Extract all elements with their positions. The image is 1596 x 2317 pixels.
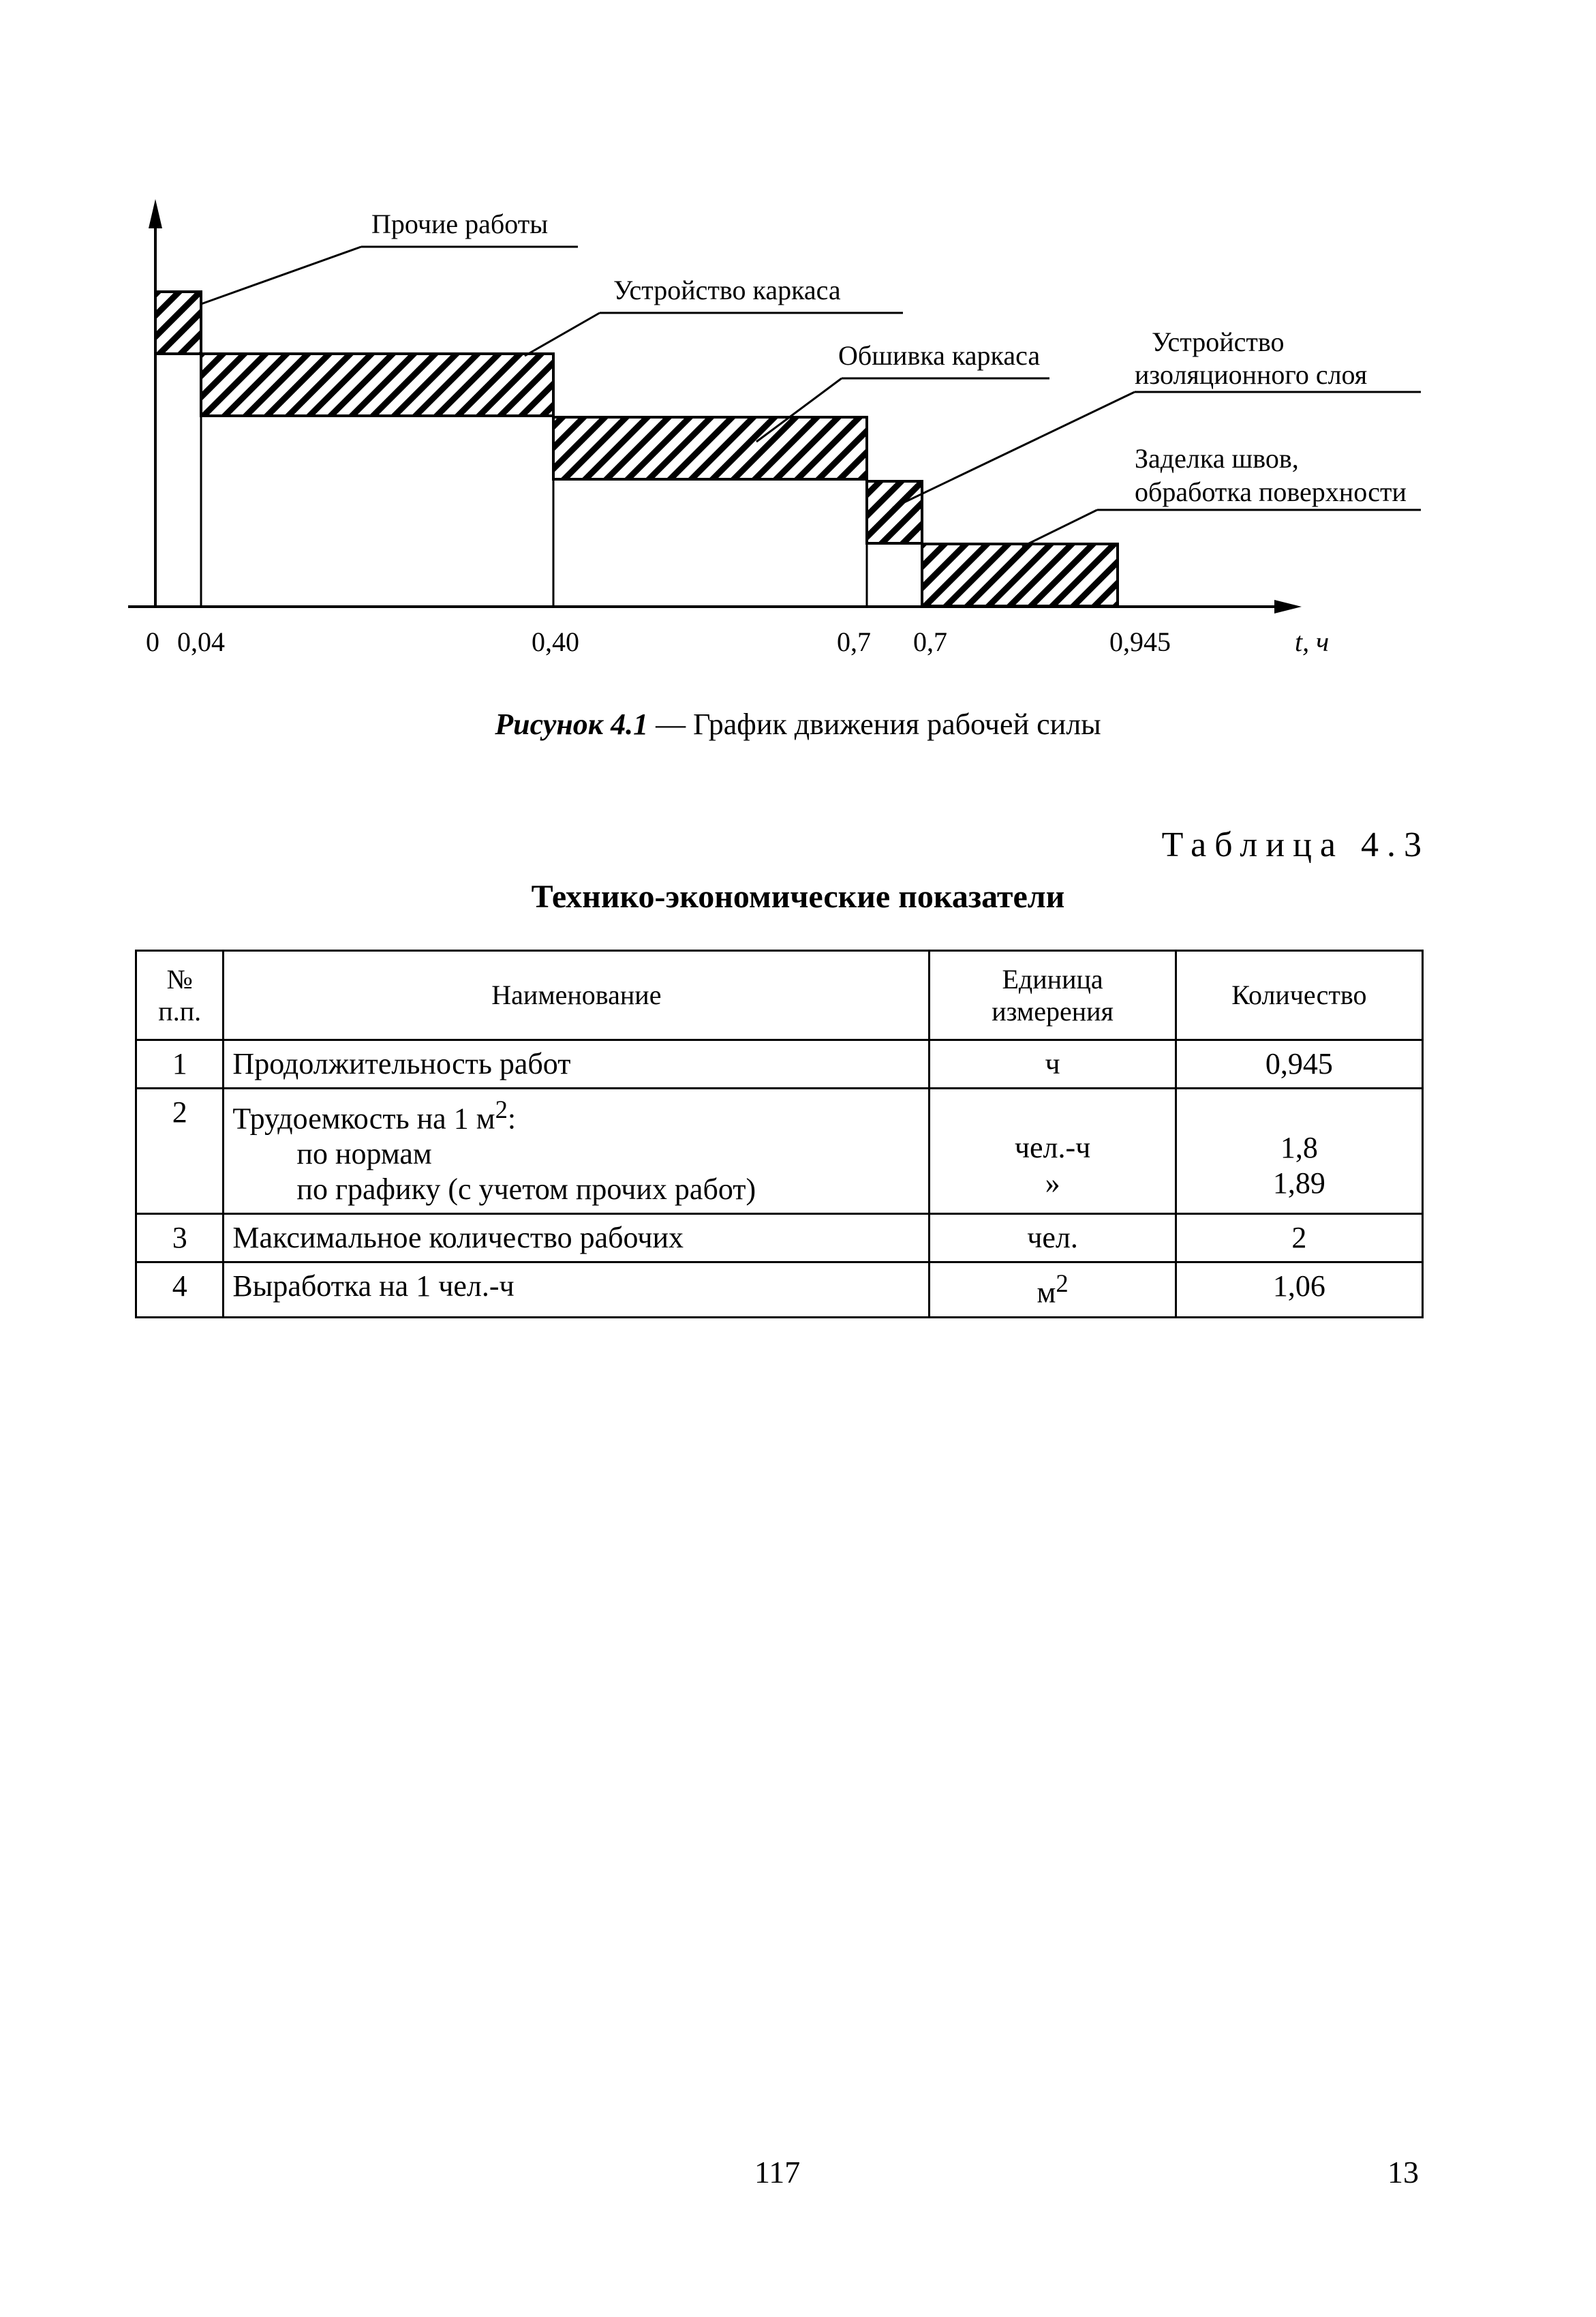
x-tick-label: 0,945 <box>1109 626 1171 657</box>
task-bar <box>922 544 1118 606</box>
task-bar <box>553 417 867 479</box>
figure-caption-sep: — <box>648 708 694 741</box>
cell-name-main: Трудоемкость на 1 м <box>232 1102 495 1136</box>
header-unit-line1: Единица <box>1002 963 1103 995</box>
chart-bars <box>155 292 1118 607</box>
cell-qty: 1,06 <box>1176 1262 1422 1318</box>
table-title: Технико-экономические показатели <box>531 879 1065 915</box>
x-tick-label: 0,40 <box>532 626 579 657</box>
annotation-label: Устройство <box>1152 327 1285 357</box>
annotation-leader-line <box>893 392 1135 508</box>
x-axis-unit-label: t, ч <box>1295 626 1330 657</box>
header-qty: Количество <box>1176 951 1422 1040</box>
x-axis-arrow <box>1274 600 1302 614</box>
annotation-leader-line <box>201 247 361 304</box>
annotation-leader-line <box>1022 510 1097 547</box>
annotation-leader-line <box>525 313 600 356</box>
cell-subqty: 1,89 <box>1272 1166 1325 1200</box>
table-row <box>136 1262 1423 1318</box>
cell-unit: чел. <box>930 1214 1176 1262</box>
cell-subqty: 1,8 <box>1280 1130 1318 1164</box>
table-header-row <box>136 951 1423 1040</box>
header-unit <box>930 951 1176 1040</box>
chart-tick-labels <box>146 626 1329 657</box>
header-unit-line2: измерения <box>992 996 1114 1027</box>
figure-caption-text: График движения рабочей силы <box>693 708 1101 741</box>
cell-num: 1 <box>136 1040 224 1089</box>
cell-subname: по нормам <box>296 1137 432 1171</box>
annotation-label: Устройство каркаса <box>613 275 841 305</box>
figure-caption-label: Рисунок 4.1 <box>495 708 649 741</box>
cell-unit <box>930 1088 1176 1213</box>
cell-num: 2 <box>136 1088 224 1213</box>
cell-unit-main: м <box>1037 1275 1056 1309</box>
cell-num: 4 <box>136 1262 224 1318</box>
x-tick-label: 0,7 <box>837 626 871 657</box>
cell-qty <box>1176 1088 1422 1213</box>
cell-subunit: чел.-ч <box>1014 1130 1091 1164</box>
x-tick-label: 0 <box>146 626 159 657</box>
cell-name-suffix: : <box>507 1102 517 1136</box>
cell-name <box>224 1088 930 1213</box>
cell-name: Продолжительность работ <box>224 1040 930 1089</box>
task-bar <box>867 481 922 543</box>
header-num <box>136 951 224 1040</box>
page-number-right: 13 <box>1387 2155 1419 2190</box>
x-tick-label: 0,7 <box>913 626 947 657</box>
cell-unit: ч <box>930 1040 1176 1089</box>
annotation-label: обработка поверхности <box>1135 476 1407 507</box>
annotation-label: Заделка швов, <box>1135 443 1299 474</box>
cell-name: Выработка на 1 чел.-ч <box>224 1262 930 1318</box>
annotation-label: Прочие работы <box>371 209 549 239</box>
table-row <box>136 1040 1423 1089</box>
task-bar <box>201 354 553 416</box>
header-name: Наименование <box>224 951 930 1040</box>
cell-name: Максимальное количество рабочих <box>224 1214 930 1262</box>
table-row <box>136 1214 1423 1262</box>
annotation-label: изоляционного слоя <box>1135 359 1368 390</box>
cell-unit-sup: 2 <box>1056 1269 1069 1298</box>
task-bar <box>155 292 201 354</box>
cell-qty: 2 <box>1176 1214 1422 1262</box>
cell-num: 3 <box>136 1214 224 1262</box>
figure-caption <box>0 707 1596 742</box>
y-axis-arrow <box>149 199 162 228</box>
x-tick-label: 0,04 <box>177 626 225 657</box>
indicators-table <box>135 950 1424 1318</box>
workforce-chart <box>0 0 1596 688</box>
header-num-line1: № <box>166 963 193 995</box>
cell-qty: 0,945 <box>1176 1040 1422 1089</box>
table-label: Таблица 4.3 <box>1161 826 1430 864</box>
cell-unit <box>930 1262 1176 1318</box>
table-row <box>136 1088 1423 1213</box>
header-num-line2: п.п. <box>158 996 202 1027</box>
cell-name-sup: 2 <box>495 1095 508 1123</box>
cell-subunit: » <box>1045 1166 1060 1200</box>
annotation-label: Обшивка каркаса <box>838 340 1041 371</box>
cell-subname: по графику (с учетом прочих работ) <box>296 1172 756 1207</box>
page-number-center: 117 <box>754 2155 801 2190</box>
